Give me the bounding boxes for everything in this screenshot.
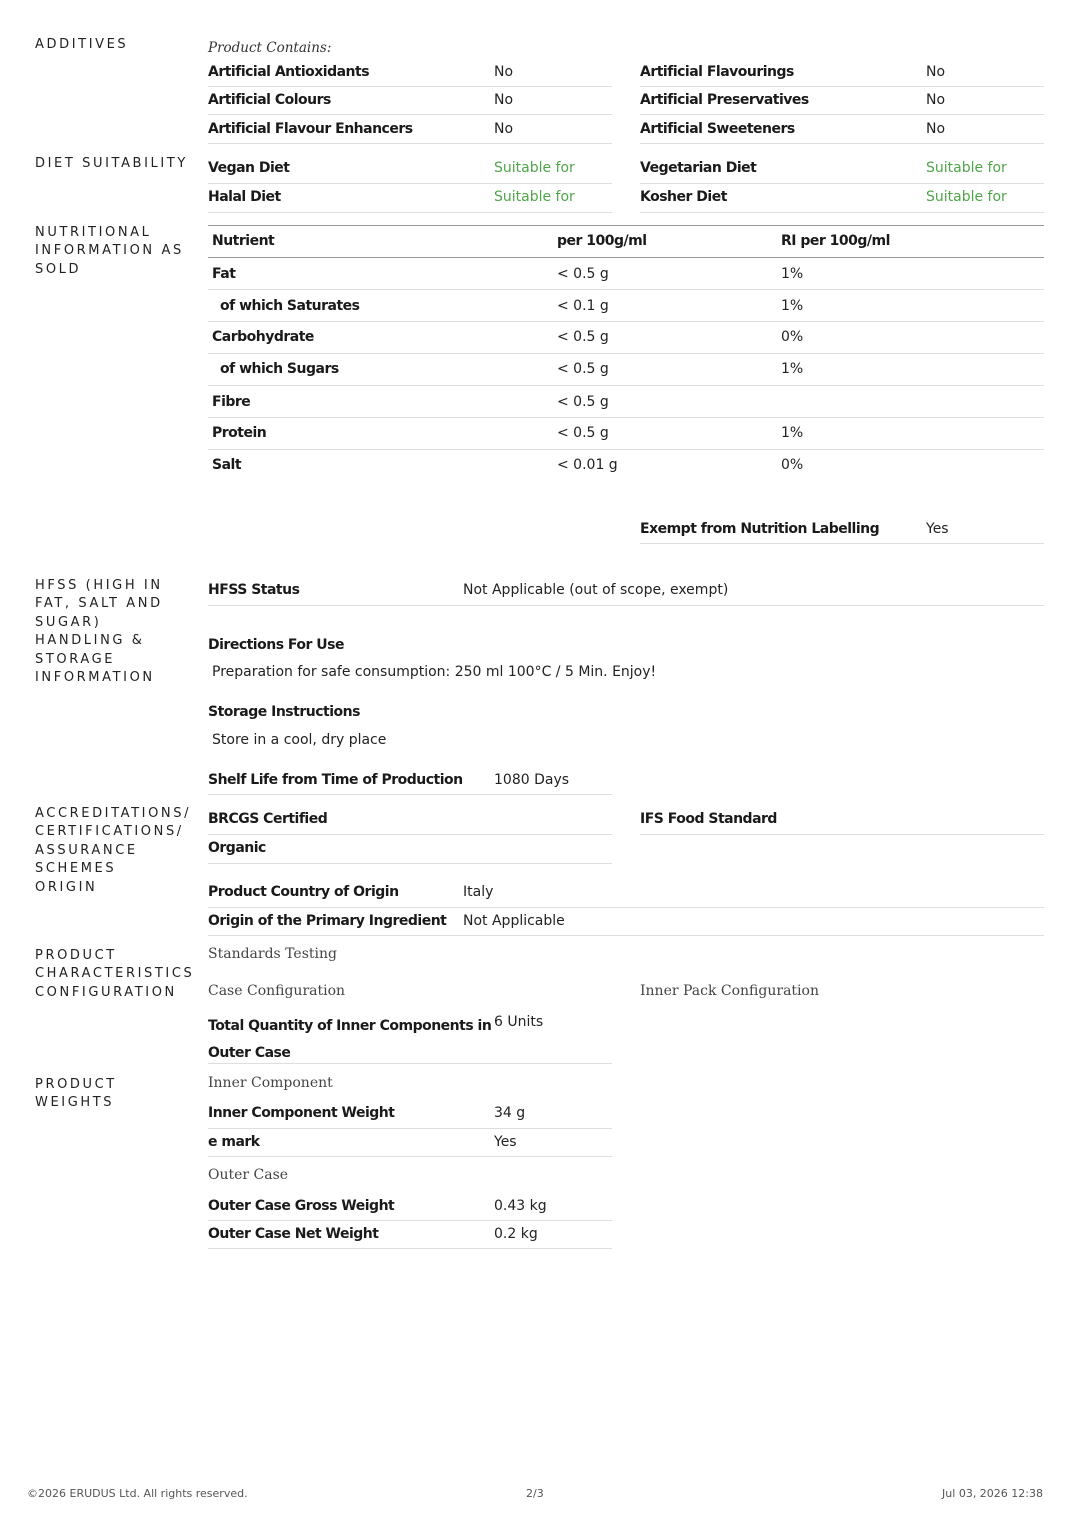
inner-pack-config-heading: Inner Pack Configuration <box>640 983 819 999</box>
storage-label: Storage Instructions <box>208 704 360 720</box>
directions-value: Preparation for safe consumption: 250 ml 100°C / 5 Min. Enjoy! <box>212 664 657 680</box>
section-label-diet: DIET SUITABILITY <box>35 156 188 171</box>
diet-label: Vegan Diet <box>208 160 290 176</box>
table-header-border <box>208 257 1044 258</box>
inner-component-heading: Inner Component <box>208 1075 333 1091</box>
row-divider <box>208 417 1044 418</box>
additive-value: No <box>494 92 514 108</box>
additive-value: No <box>926 92 946 108</box>
nutrient-per100: < 0.1 g <box>557 298 609 314</box>
organic-label: Organic <box>208 840 266 856</box>
row-divider <box>208 1220 612 1221</box>
nutrient-name: Protein <box>212 425 267 441</box>
directions-label: Directions For Use <box>208 637 344 653</box>
nutrient-per100: < 0.5 g <box>557 425 609 441</box>
nutrient-ri: 1% <box>781 361 804 377</box>
brcgs-label: BRCGS Certified <box>208 811 328 827</box>
row-divider <box>208 1128 612 1129</box>
row-divider <box>208 1156 612 1157</box>
shelf-life-value: 1080 Days <box>494 772 570 788</box>
additive-label: Artificial Preservatives <box>640 92 809 108</box>
footer-timestamp: Jul 03, 2026 12:38 <box>942 1487 1043 1500</box>
nutrient-per100: < 0.5 g <box>557 266 609 282</box>
diet-value: Suitable for <box>926 160 1007 176</box>
nutrition-header-per100: per 100g/ml <box>557 233 647 249</box>
row-divider <box>208 863 612 864</box>
nutrition-header-nutrient: Nutrient <box>212 233 275 249</box>
standards-testing-heading: Standards Testing <box>208 946 337 962</box>
section-label-hfss: HFSS (HIGH IN FAT, SALT AND SUGAR) HANDLING & STORAGE INFORMATION <box>35 578 163 686</box>
additive-label: Artificial Sweeteners <box>640 121 795 137</box>
inner-weight-label: Inner Component Weight <box>208 1105 395 1121</box>
nutrient-per100: < 0.5 g <box>557 394 609 410</box>
net-weight-label: Outer Case Net Weight <box>208 1226 379 1242</box>
row-divider <box>640 114 1044 115</box>
hfss-status-value: Not Applicable (out of scope, exempt) <box>463 582 729 598</box>
row-divider <box>208 289 1044 290</box>
outer-case-heading: Outer Case <box>208 1167 289 1183</box>
row-divider <box>208 935 1044 936</box>
nutrient-per100: < 0.5 g <box>557 329 609 345</box>
row-divider <box>208 834 612 835</box>
row-divider <box>208 794 612 795</box>
diet-value: Suitable for <box>494 189 575 205</box>
row-divider <box>640 86 1044 87</box>
row-divider <box>208 385 1044 386</box>
row-divider <box>208 86 612 87</box>
nutrient-name: Salt <box>212 457 242 473</box>
nutrient-ri: 1% <box>781 266 804 282</box>
additive-label: Artificial Flavour Enhancers <box>208 121 413 137</box>
row-divider <box>640 183 1044 184</box>
nutrient-ri: 1% <box>781 298 804 314</box>
nutrient-ri: 0% <box>781 329 804 345</box>
nutrient-ri: 1% <box>781 425 804 441</box>
inner-qty-value: 6 Units <box>494 1014 544 1030</box>
section-label-additives: ADDITIVES <box>35 37 129 52</box>
hfss-status-label: HFSS Status <box>208 582 300 598</box>
inner-weight-value: 34 g <box>494 1105 526 1121</box>
row-divider <box>208 183 612 184</box>
storage-value: Store in a cool, dry place <box>212 732 387 748</box>
section-label-nutrition: NUTRITIONAL INFORMATION AS SOLD <box>35 225 184 277</box>
section-label-characteristics: PRODUCT CHARACTERISTICS CONFIGURATION <box>35 948 195 1000</box>
additive-label: Artificial Antioxidants <box>208 64 370 80</box>
additive-label: Artificial Colours <box>208 92 331 108</box>
nutrient-ri: 0% <box>781 457 804 473</box>
diet-value: Suitable for <box>494 160 575 176</box>
nutrient-name: Fat <box>212 266 236 282</box>
primary-origin-label: Origin of the Primary Ingredient <box>208 913 447 929</box>
row-divider <box>640 543 1044 544</box>
additive-value: No <box>926 121 946 137</box>
row-divider <box>208 212 612 213</box>
nutrient-name: of which Saturates <box>220 298 360 314</box>
exempt-value: Yes <box>926 521 949 537</box>
row-divider <box>208 353 1044 354</box>
row-divider <box>208 907 1044 908</box>
diet-label: Vegetarian Diet <box>640 160 757 176</box>
table-top-border <box>208 225 1044 226</box>
additive-value: No <box>494 121 514 137</box>
footer-page-number: 2/3 <box>526 1487 544 1500</box>
row-divider <box>208 1063 612 1064</box>
country-of-origin-value: Italy <box>463 884 494 900</box>
row-divider <box>640 212 1044 213</box>
additive-label: Artificial Flavourings <box>640 64 794 80</box>
emark-value: Yes <box>494 1134 517 1150</box>
row-divider <box>640 143 1044 144</box>
nutrient-name: Fibre <box>212 394 251 410</box>
row-divider <box>208 143 612 144</box>
nutrient-per100: < 0.5 g <box>557 361 609 377</box>
gross-weight-label: Outer Case Gross Weight <box>208 1198 395 1214</box>
diet-label: Kosher Diet <box>640 189 727 205</box>
row-divider <box>640 834 1044 835</box>
diet-label: Halal Diet <box>208 189 281 205</box>
inner-qty-label: Total Quantity of Inner Components in Outer Case <box>208 1018 492 1061</box>
additive-value: No <box>494 64 514 80</box>
net-weight-value: 0.2 kg <box>494 1226 538 1242</box>
nutrition-header-ri: RI per 100g/ml <box>781 233 890 249</box>
row-divider <box>208 321 1044 322</box>
additives-heading: Product Contains: <box>208 40 332 56</box>
row-divider <box>208 114 612 115</box>
nutrient-per100: < 0.01 g <box>557 457 618 473</box>
case-config-heading: Case Configuration <box>208 983 346 999</box>
ifs-label: IFS Food Standard <box>640 811 777 827</box>
footer-copyright: ©2026 ERUDUS Ltd. All rights reserved. <box>27 1487 248 1500</box>
section-label-accreditations: ACCREDITATIONS/ CERTIFICATIONS/ ASSURANCE SCHEMES ORIGIN <box>35 806 192 895</box>
emark-label: e mark <box>208 1134 260 1150</box>
exempt-label: Exempt from Nutrition Labelling <box>640 521 880 537</box>
additive-value: No <box>926 64 946 80</box>
primary-origin-value: Not Applicable <box>463 913 565 929</box>
gross-weight-value: 0.43 kg <box>494 1198 547 1214</box>
diet-value: Suitable for <box>926 189 1007 205</box>
row-divider <box>208 1248 612 1249</box>
row-divider <box>208 605 1044 606</box>
section-label-weights: PRODUCT WEIGHTS <box>35 1077 117 1111</box>
row-divider <box>208 449 1044 450</box>
nutrient-name: Carbohydrate <box>212 329 314 345</box>
country-of-origin-label: Product Country of Origin <box>208 884 399 900</box>
shelf-life-label: Shelf Life from Time of Production <box>208 772 463 788</box>
nutrient-name: of which Sugars <box>220 361 339 377</box>
